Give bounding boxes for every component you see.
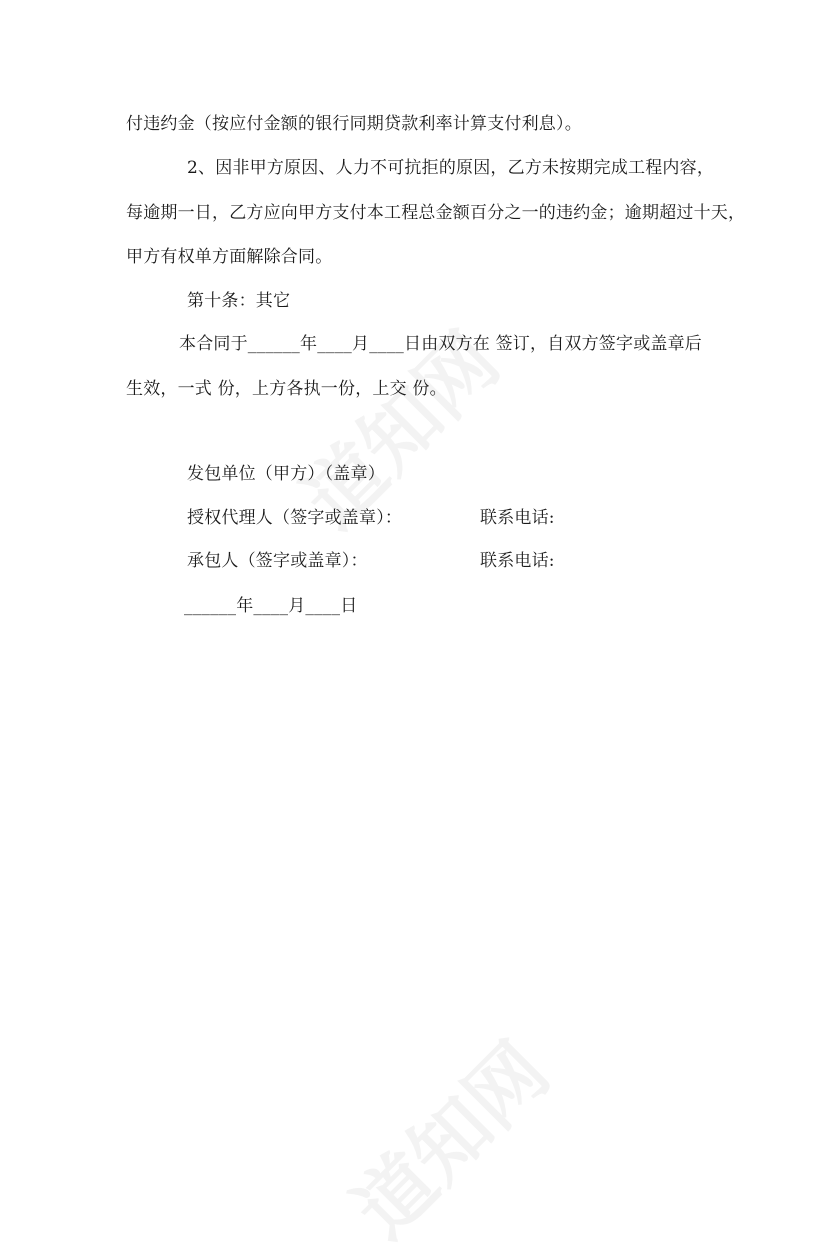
- signature-contractor: 承包人（签字或盖章）：: [187, 551, 368, 571]
- signature-date: ______年____月____日: [184, 596, 358, 616]
- section-heading: 第十条：其它: [187, 291, 291, 311]
- paragraph-line-2: 2、因非甲方原因、人力不可抗拒的原因，乙方未按期完成工程内容，: [187, 158, 715, 178]
- paragraph-line-3: 每逾期一日，乙方应向甲方支付本工程总金额百分之一的违约金；逾期超过十天，: [126, 203, 746, 223]
- paragraph-line-7: 生效，一式 份，上方各执一份，上交 份。: [126, 379, 447, 399]
- signature-agent: 授权代理人（签字或盖章）：: [187, 508, 403, 528]
- paragraph-line-4: 甲方有权单方面解除合同。: [126, 247, 333, 267]
- signature-agent-phone: 联系电话:: [480, 508, 555, 528]
- paragraph-line-6: 本合同于______年____月____日由双方在 签订，自双方签字或盖章后: [179, 334, 703, 354]
- paragraph-line-1: 付违约金（按应付金额的银行同期贷款利率计算支付利息）。: [126, 114, 582, 134]
- watermark-bottom: [325, 1014, 570, 1258]
- signature-party-a: 发包单位（甲方）（盖章）: [187, 464, 385, 484]
- signature-contractor-phone: 联系电话:: [480, 551, 555, 571]
